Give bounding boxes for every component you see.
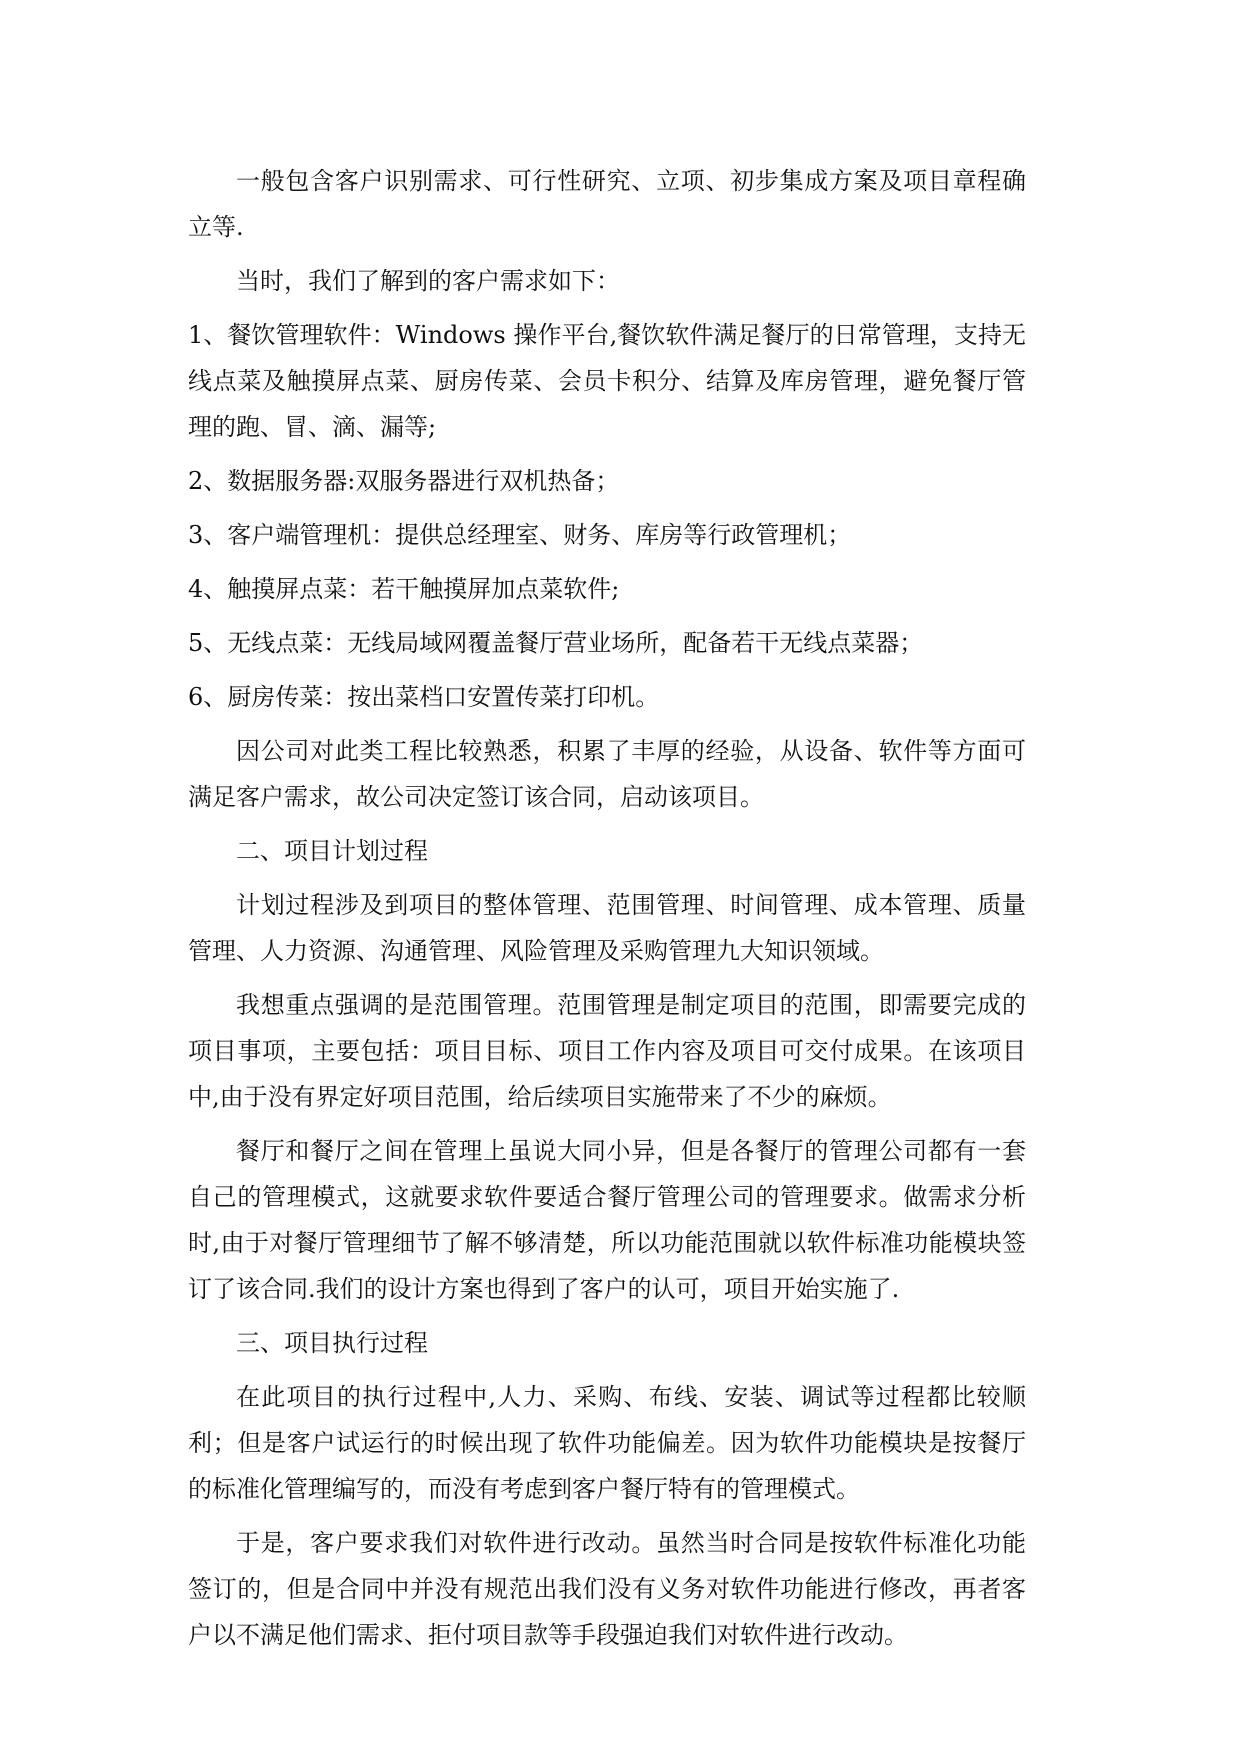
paragraph-planning-areas: 计划过程涉及到项目的整体管理、范围管理、时间管理、成本管理、质量管理、人力资源、沟通管理、风险管理及采购管理九大知识领域。 xyxy=(188,891,1026,965)
paragraph-scope-management: 我想重点强调的是范围管理。范围管理是制定项目的范围，即需要完成的项目事项，主要包括：项目目标、项目工作内容及项目可交付成果。在该项目中,由于没有界定好项目范围，给后续项目实施带来了不少的麻烦。 xyxy=(188,991,1026,1111)
list-item-wireless-ordering: 5、无线点菜：无线局域网覆盖餐厅营业场所，配备若干无线点菜器； xyxy=(188,629,924,657)
paragraph-restaurant-differences: 餐厅和餐厅之间在管理上虽说大同小异，但是各餐厅的管理公司都有一套自己的管理模式，这就要求软件要适合餐厅管理公司的管理要求。做需求分析时,由于对餐厅管理细节了解不够清楚，所以功能范围就以软件标准功能模块签订了该合同.我们的设计方案也得到了客户的认可，项目开始实施了. xyxy=(188,1137,1026,1303)
list-item-catering-software: 1、餐饮管理软件：Windows 操作平台,餐饮软件满足餐厅的日常管理，支持无线点菜及触摸屏点菜、厨房传菜、会员卡积分、结算及库房管理，避免餐厅管理的跑、冒、滴、漏等; xyxy=(188,321,1026,441)
list-item-client-machine: 3、客户端管理机：提供总经理室、财务、库房等行政管理机； xyxy=(188,521,852,549)
section-heading-execution: 三、项目执行过程 xyxy=(236,1329,428,1357)
paragraph-requirements-lead: 当时，我们了解到的客户需求如下： xyxy=(236,267,620,295)
paragraph-execution: 在此项目的执行过程中,人力、采购、布线、安装、调试等过程都比较顺利；但是客户试运行的时候出现了软件功能偏差。因为软件功能模块是按餐厅的标准化管理编写的，而没有考虑到客户餐厅特有的管理模式。 xyxy=(188,1383,1026,1503)
section-heading-planning: 二、项目计划过程 xyxy=(236,837,428,865)
list-item-data-server: 2、数据服务器:双服务器进行双机热备； xyxy=(188,467,620,495)
paragraph-change-request: 于是，客户要求我们对软件进行改动。虽然当时合同是按软件标准化功能签订的，但是合同中并没有规范出我们没有义务对软件功能进行修改，再者客户以不满足他们需求、拒付项目款等手段强迫我们对软件进行改动。 xyxy=(188,1529,1026,1649)
list-item-touchscreen-ordering: 4、触摸屏点菜：若干触摸屏加点菜软件; xyxy=(188,575,620,603)
paragraph-intro: 一般包含客户识别需求、可行性研究、立项、初步集成方案及项目章程确立等. xyxy=(188,167,1026,241)
list-item-kitchen-dispatch: 6、厨房传菜：按出菜档口安置传菜打印机。 xyxy=(188,683,660,711)
paragraph-decision: 因公司对此类工程比较熟悉，积累了丰厚的经验，从设备、软件等方面可满足客户需求，故公司决定签订该合同，启动该项目。 xyxy=(188,737,1026,811)
document-body xyxy=(188,158,1026,1666)
